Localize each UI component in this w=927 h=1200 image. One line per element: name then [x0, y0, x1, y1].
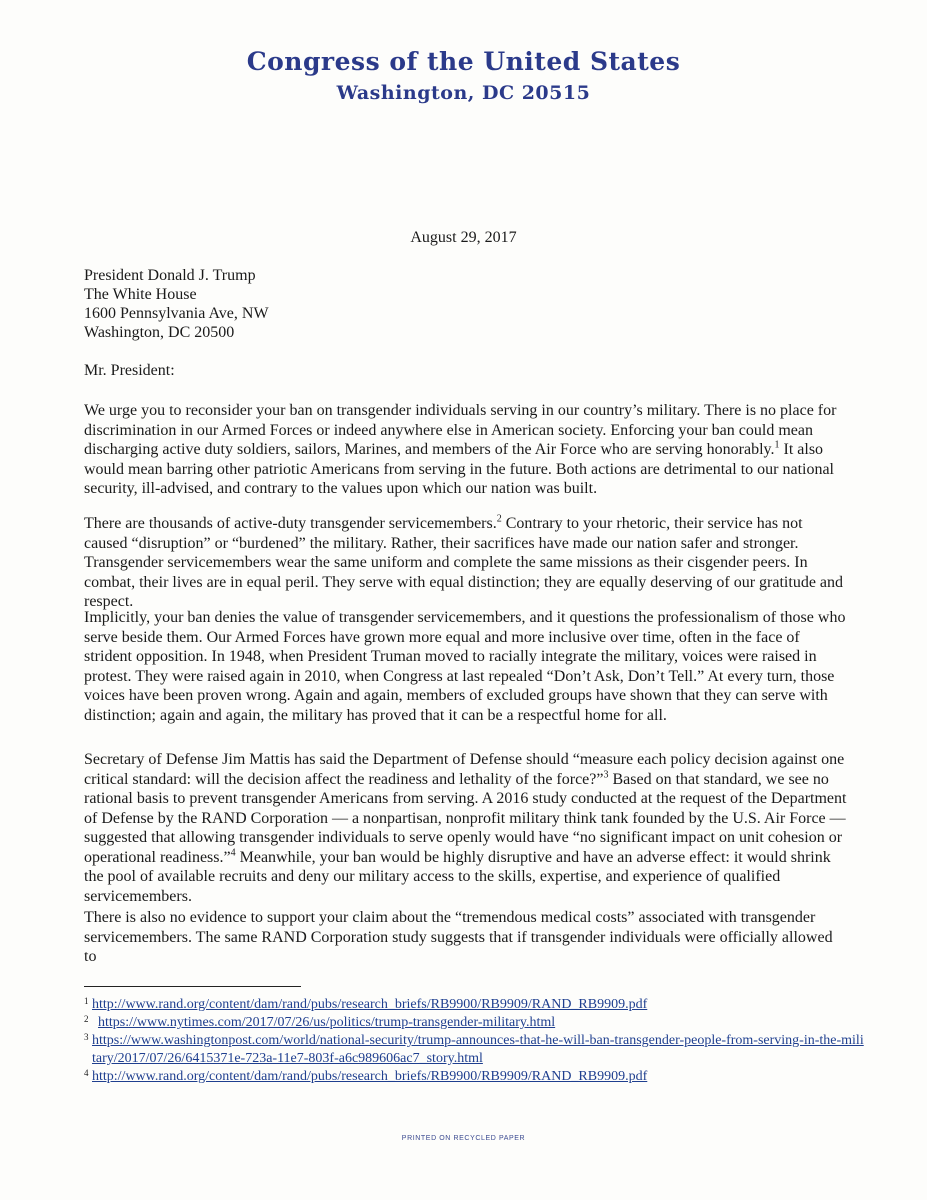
paragraph-3: Implicitly, your ban denies the value of transgender servicemembers, and it questions the professionalism of those who serve beside them. Our Armed Forces have grown more equal and more inclusive over time, often in the face of strident opposition. In 1948, when President Truman moved to racially integrate the military, voices were raised in protest. They were raised again in 2010, when Congress at last repealed “Don’t Ask, Don’t Tell.” At every turn, those voices have been proven wrong. Again and again, members of excluded groups have shown that they can serve with distinction; again and again, the military has proved that it can be a respectful home for all. — [84, 609, 846, 724]
paragraph-1 — [84, 401, 848, 499]
paragraph-4-text-c: Meanwhile, your ban would be highly disruptive and have an adverse effect: it would shrink the pool of available recruits and deny our military access to the skills, expertise, and experience of qualified servicemembers. — [84, 848, 831, 905]
paragraph-4-text-a: Secretary of Defense Jim Mattis has said the Department of Defense should “measure each policy decision against one critical standard: will the decision affect the readiness and lethality of the force?” — [84, 751, 845, 788]
recipient-org: The White House — [84, 286, 197, 303]
recycled-paper-notice: PRINTED ON RECYCLED PAPER — [401, 1135, 526, 1142]
footnote-number: 2 — [84, 1014, 89, 1024]
paragraph-1-text-b: It also would mean barring other patriotic Americans from serving in the future. Both actions are detrimental to our national security, ill-advised, and contrary to the values upon which our nation was built. — [84, 441, 834, 497]
footnote-2 — [84, 1014, 864, 1032]
salutation: Mr. President: — [84, 362, 175, 379]
footnote-1 — [84, 996, 864, 1014]
footnote-3 — [84, 1032, 864, 1068]
letterhead — [0, 46, 927, 106]
footnote-ref-1: 1 — [774, 439, 780, 451]
paragraph-4-text-b: Based on that standard, we see no rational basis to prevent transgender Americans from serving. A 2016 study conducted at the request of the Department of Defense by the RAND Corporation — a nonpartisan, nonprofit military think tank founded by the U.S. Air Force — suggested that allowing transgender individuals to serve openly would have “no significant impact on unit cohesion or operational readiness.” — [84, 770, 847, 866]
footnote-link-3[interactable]: https://www.washingtonpost.com/world/national-security/trump-announces-that-he-will-ban-transgender-people-from-serving-in-the-military/2017/07/26/6415371e-723a-11e7-803f-a6c989606ac7_story.html — [92, 1033, 864, 1066]
paragraph-2-text-b: Contrary to your rhetoric, their service has not caused “disruption” or “burdened” the military. Rather, their sacrifices have made our nation safer and stronger. Transgender servicemembers wear the same uniform and complete the same missions as their cisgender peers. In combat, their lives are in equal peril. They serve with equal distinction; they are equally deserving of our gratitude and respect. — [84, 515, 844, 610]
footnote-number: 4 — [84, 1068, 89, 1078]
footnote-4 — [84, 1068, 864, 1086]
recipient-name: President Donald J. Trump — [84, 267, 256, 284]
footnote-ref-2: 2 — [496, 513, 502, 525]
footnote-link-4[interactable]: http://www.rand.org/content/dam/rand/pubs/research_briefs/RB9900/RB9909/RAND_RB9909.pdf — [92, 1069, 648, 1084]
footnote-ref-3: 3 — [603, 769, 609, 781]
paragraph-2 — [84, 514, 848, 612]
footnote-link-1[interactable]: http://www.rand.org/content/dam/rand/pubs/research_briefs/RB9900/RB9909/RAND_RB9909.pdf — [92, 997, 648, 1012]
recipient-city: Washington, DC 20500 — [84, 324, 235, 341]
paragraph-1-text-a: We urge you to reconsider your ban on transgender individuals serving in our country’s military. There is no place for discrimination in our Armed Forces or indeed anywhere else in American society. Enforcing your ban could mean discharging active duty soldiers, sailors, Marines, and members of the Air Force who are serving honorably. — [84, 402, 837, 458]
footnote-number: 1 — [84, 996, 89, 1006]
footnote-divider — [84, 986, 301, 987]
paragraph-4 — [84, 750, 848, 906]
footnote-number: 3 — [84, 1032, 89, 1042]
footnote-ref-4: 4 — [230, 847, 236, 859]
footnotes — [84, 996, 864, 1086]
letter-date: August 29, 2017 — [410, 229, 517, 246]
letterhead-address: Washington, DC 20515 — [336, 82, 591, 104]
footnote-link-2[interactable]: https://www.nytimes.com/2017/07/26/us/politics/trump-transgender-military.html — [98, 1015, 556, 1030]
paragraph-2-text-a: There are thousands of active-duty transgender servicemembers. — [84, 515, 497, 532]
recipient-street: 1600 Pennsylvania Ave, NW — [84, 305, 269, 322]
recipient-address — [84, 266, 269, 342]
letterhead-title: Congress of the United States — [246, 47, 681, 76]
paragraph-5: There is also no evidence to support your claim about the “tremendous medical costs” associated with transgender servicemembers. The same RAND Corporation study suggests that if transgender individuals were officially allowed to — [84, 909, 833, 965]
